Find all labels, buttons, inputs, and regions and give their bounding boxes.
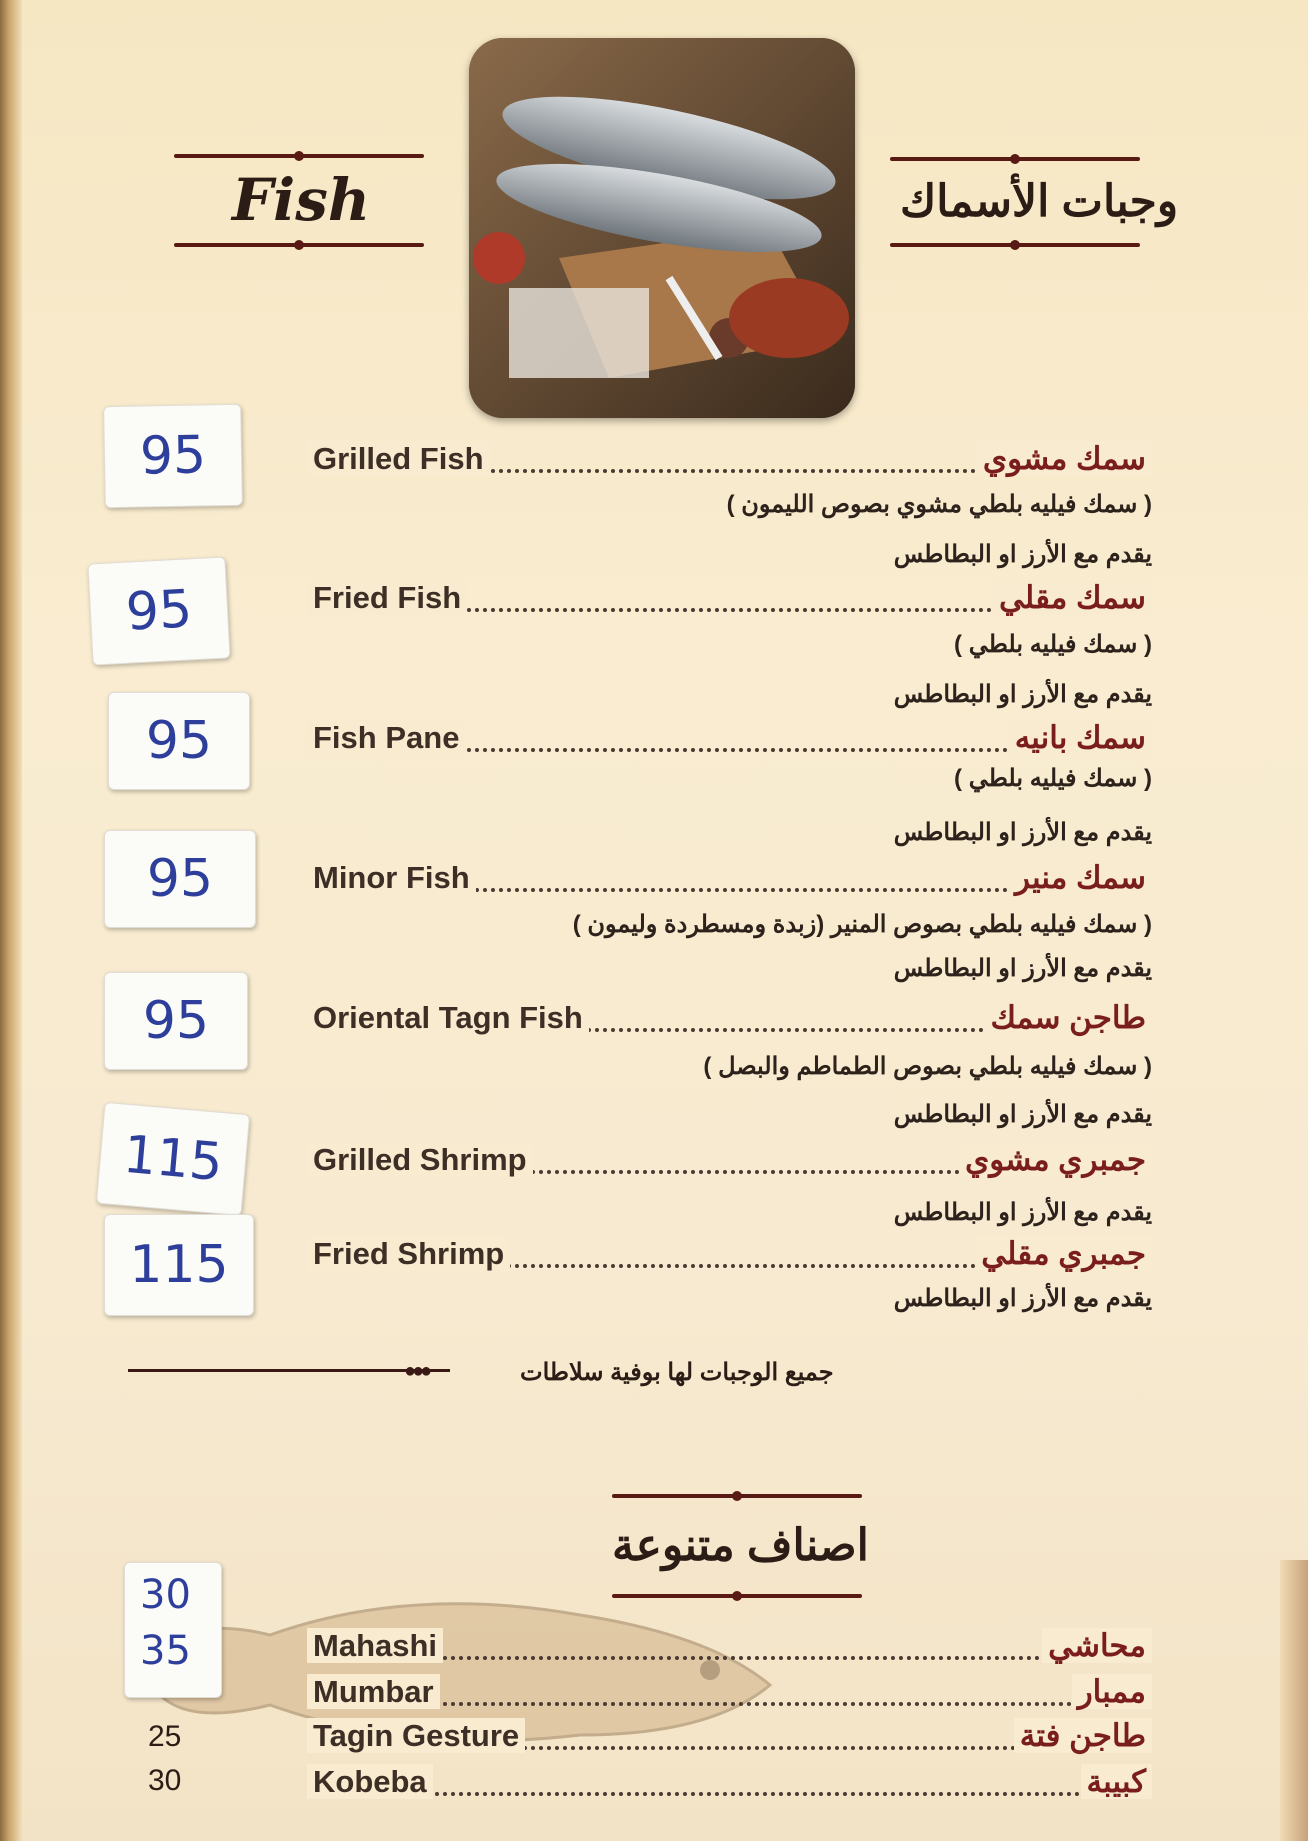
- item-name-en: Grilled Fish: [307, 441, 490, 477]
- menu-item: [307, 1142, 1152, 1182]
- item-description: يقدم مع الأرز او البطاطس: [893, 1285, 1152, 1312]
- item-name-en: Fried Fish: [307, 580, 467, 616]
- price-tag: 115: [104, 1214, 254, 1316]
- item-description: يقدم مع الأرز او البطاطس: [893, 819, 1152, 846]
- section-title-en: Fish: [232, 166, 371, 234]
- item-description: يقدم مع الأرز او البطاطس: [893, 1101, 1152, 1128]
- item-name-ar: محاشي: [1042, 1628, 1152, 1664]
- item-name-ar: ممبار: [1072, 1674, 1152, 1710]
- menu-item: [307, 1236, 1152, 1276]
- menu-item: [307, 720, 1152, 760]
- handwritten-price: 30: [140, 1572, 191, 1618]
- deco-line: [890, 157, 1140, 161]
- item-description: ( سمك فيليه بلطي بصوص المنير (زبدة ومسطردة وليمون ): [572, 911, 1152, 938]
- item-name-en: Oriental Tagn Fish: [307, 1000, 589, 1036]
- price-tag: 95: [104, 972, 248, 1070]
- price-tag: 95: [87, 556, 230, 665]
- item-description: ( سمك فيليه بلطي ): [954, 765, 1152, 792]
- menu-item: [307, 1674, 1152, 1714]
- item-name-ar: طاجن سمك: [984, 1000, 1152, 1036]
- salad-buffet-note: جميع الوجبات لها بوفية سلاطات: [520, 1359, 834, 1386]
- item-name-en: Mumbar: [307, 1674, 440, 1710]
- price-tag: 115: [96, 1102, 250, 1216]
- menu-item: [307, 860, 1152, 900]
- fish-dish-photo: [469, 38, 855, 418]
- divider-line: [128, 1369, 450, 1372]
- item-name-en: Grilled Shrimp: [307, 1142, 533, 1178]
- item-name-ar: جمبري مقلي: [975, 1236, 1152, 1272]
- item-name-ar: جمبري مشوي: [959, 1142, 1152, 1178]
- price-tag: 95: [103, 404, 243, 508]
- menu-item: [307, 1764, 1152, 1804]
- menu-item: [307, 580, 1152, 620]
- item-name-ar: سمك منير: [1009, 860, 1152, 896]
- price-tag: 95: [108, 692, 250, 790]
- menu-item: [307, 1718, 1152, 1758]
- item-name-en: Mahashi: [307, 1628, 443, 1664]
- printed-price: 25: [148, 1720, 182, 1753]
- item-description: ( سمك فيليه بلطي بصوص الطماطم والبصل ): [703, 1053, 1152, 1080]
- page-edge: [0, 0, 22, 1841]
- printed-price: 30: [148, 1764, 182, 1797]
- price-tag: 95: [104, 830, 256, 928]
- menu-item: [307, 1000, 1152, 1040]
- section2-title: اصناف متنوعة: [612, 1521, 869, 1570]
- item-name-ar: سمك مشوي: [977, 441, 1152, 477]
- item-description: يقدم مع الأرز او البطاطس: [893, 681, 1152, 708]
- page-edge-right: [1280, 1560, 1308, 1841]
- item-description: يقدم مع الأرز او البطاطس: [893, 955, 1152, 982]
- section-title-ar: وجبات الأسماك: [900, 177, 1179, 226]
- item-name-en: Minor Fish: [307, 860, 476, 896]
- item-name-en: Fried Shrimp: [307, 1236, 510, 1272]
- menu-item: [307, 1628, 1152, 1668]
- item-name-ar: سمك بانيه: [1009, 720, 1152, 756]
- item-name-en: Kobeba: [307, 1764, 433, 1800]
- dot-leader: [307, 1792, 1152, 1796]
- item-name-ar: كبيبة: [1081, 1764, 1152, 1800]
- item-description: ( سمك فيليه بلطي مشوي بصوص الليمون ): [726, 491, 1152, 518]
- handwritten-price: 35: [140, 1628, 191, 1674]
- item-description: يقدم مع الأرز او البطاطس: [893, 541, 1152, 568]
- item-name-en: Tagin Gesture: [307, 1718, 525, 1754]
- divider-dots: ●●●: [404, 1360, 429, 1382]
- deco-line: [890, 243, 1140, 247]
- deco-line: [174, 154, 424, 158]
- item-name-ar: طاجن فتة: [1014, 1718, 1152, 1754]
- item-description: يقدم مع الأرز او البطاطس: [893, 1199, 1152, 1226]
- item-name-en: Fish Pane: [307, 720, 465, 756]
- item-description: ( سمك فيليه بلطي ): [954, 631, 1152, 658]
- item-name-ar: سمك مقلي: [993, 580, 1152, 616]
- deco-line: [612, 1494, 862, 1498]
- menu-item: [307, 441, 1152, 481]
- deco-line: [174, 243, 424, 247]
